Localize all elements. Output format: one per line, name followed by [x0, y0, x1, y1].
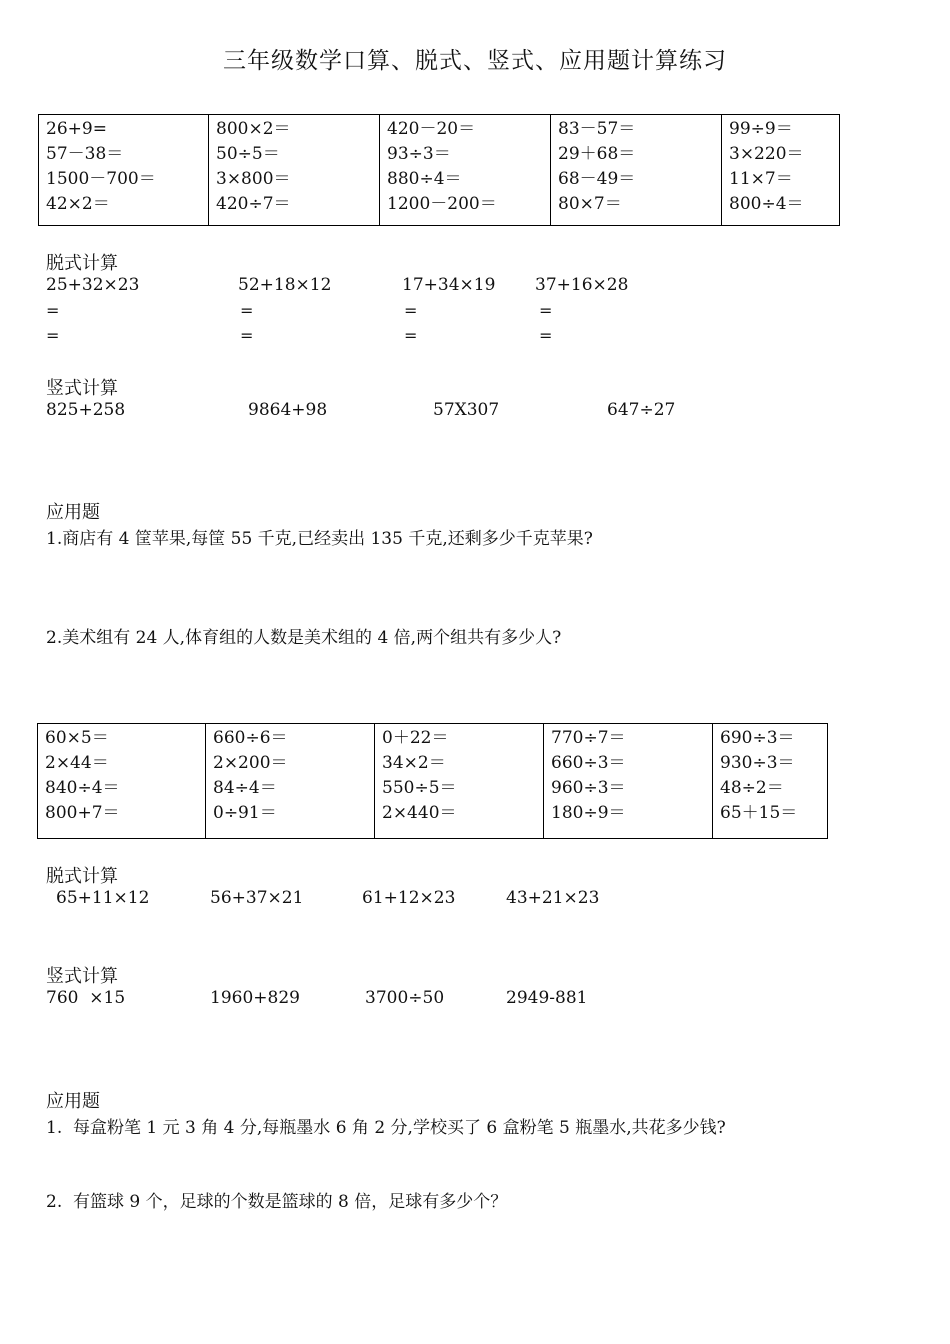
vertical-heading: 竖式计算: [46, 378, 118, 399]
grid-column: [544, 724, 713, 839]
problem: 420÷7＝: [216, 194, 291, 214]
problem: 48÷2＝: [720, 778, 784, 798]
problem: 800÷4＝: [729, 194, 804, 214]
problem: 3×800＝: [216, 169, 291, 189]
stepwise-heading: 脱式计算: [46, 253, 118, 274]
problem: 0÷91＝: [213, 803, 277, 823]
grid-column: [713, 724, 828, 839]
problem: 180÷9＝: [551, 803, 626, 823]
vertical-problem: 647÷27: [607, 400, 676, 420]
vertical-problem: 1960+829: [210, 988, 300, 1008]
stepwise-problem: 61+12×23: [362, 888, 456, 908]
equals-sign: =: [46, 326, 60, 345]
problem: 65＋15＝: [720, 803, 798, 823]
problem: 660÷6＝: [213, 728, 288, 748]
stepwise-problem: 17+34×19: [402, 275, 496, 295]
problem: 11×7＝: [729, 169, 793, 189]
problem: 1200－200＝: [387, 194, 497, 214]
problem: 2×44＝: [45, 753, 109, 773]
vertical-heading: 竖式计算: [46, 966, 118, 987]
problem: 84÷4＝: [213, 778, 277, 798]
problem: 930÷3＝: [720, 753, 795, 773]
problem: 770÷7＝: [551, 728, 626, 748]
word-problem: 2. 有篮球 9 个，足球的个数是篮球的 8 倍，足球有多少个？: [46, 1192, 508, 1212]
stepwise-problem: 52+18×12: [238, 275, 332, 295]
equals-sign: =: [240, 301, 254, 320]
grid-column: [375, 724, 544, 839]
word-problem: 1.商店有 4 筐苹果,每筐 55 千克,已经卖出 135 千克,还剩多少千克苹果?: [46, 529, 593, 549]
problem: 660÷3＝: [551, 753, 626, 773]
problem: 960÷3＝: [551, 778, 626, 798]
grid-column: [722, 115, 840, 226]
grid-column: [551, 115, 722, 226]
problem: 2×440＝: [382, 803, 457, 823]
problem: 800+7＝: [45, 803, 120, 823]
grid-column: [206, 724, 375, 839]
vertical-problem: 57X307: [433, 400, 500, 420]
problem: 800×2＝: [216, 119, 291, 139]
grid-column: [39, 115, 209, 226]
problem: 0＋22＝: [382, 728, 449, 748]
problem: 57－38＝: [46, 144, 124, 164]
stepwise-heading: 脱式计算: [46, 866, 118, 887]
grid-column: [38, 724, 206, 839]
problem: 26+9=: [46, 119, 107, 139]
stepwise-problem: 56+37×21: [210, 888, 304, 908]
word-problems-heading: 应用题: [46, 1091, 100, 1112]
problem: 880÷4＝: [387, 169, 462, 189]
vertical-problem: 760 ×15: [46, 988, 126, 1008]
problem: 550÷5＝: [382, 778, 457, 798]
problem: 93÷3＝: [387, 144, 451, 164]
vertical-problem: 825+258: [46, 400, 126, 420]
word-problem: 1. 每盒粉笔 1 元 3 角 4 分,每瓶墨水 6 角 2 分,学校买了 6 盒粉笔 5 瓶墨水,共花多少钱?: [46, 1118, 726, 1138]
stepwise-problem: 37+16×28: [535, 275, 629, 295]
vertical-problem: 2949-881: [506, 988, 588, 1008]
mental-arithmetic-grid-2: [37, 723, 828, 839]
stepwise-problem: 65+11×12: [56, 888, 150, 908]
grid-column: [380, 115, 551, 226]
word-problem: 2.美术组有 24 人,体育组的人数是美术组的 4 倍,两个组共有多少人?: [46, 628, 562, 648]
problem: 34×2＝: [382, 753, 446, 773]
equals-sign: =: [404, 326, 418, 345]
mental-arithmetic-grid-1: [38, 114, 840, 226]
problem: 2×200＝: [213, 753, 288, 773]
problem: 50÷5＝: [216, 144, 280, 164]
grid-column: [209, 115, 380, 226]
problem: 99÷9＝: [729, 119, 793, 139]
equals-sign: =: [46, 301, 60, 320]
problem: 42×2＝: [46, 194, 110, 214]
problem: 1500－700＝: [46, 169, 156, 189]
page-title: 三年级数学口算、脱式、竖式、应用题计算练习: [223, 48, 727, 74]
vertical-problem: 3700÷50: [365, 988, 445, 1008]
problem: 29＋68＝: [558, 144, 636, 164]
equals-sign: =: [240, 326, 254, 345]
word-problems-heading: 应用题: [46, 502, 100, 523]
problem: 3×220＝: [729, 144, 804, 164]
stepwise-problem: 25+32×23: [46, 275, 140, 295]
problem: 80×7＝: [558, 194, 622, 214]
equals-sign: =: [539, 301, 553, 320]
problem: 420－20＝: [387, 119, 476, 139]
problem: 83－57＝: [558, 119, 636, 139]
equals-sign: =: [539, 326, 553, 345]
problem: 68－49＝: [558, 169, 636, 189]
stepwise-problem: 43+21×23: [506, 888, 600, 908]
vertical-problem: 9864+98: [248, 400, 328, 420]
problem: 60×5＝: [45, 728, 109, 748]
problem: 690÷3＝: [720, 728, 795, 748]
equals-sign: =: [404, 301, 418, 320]
problem: 840÷4＝: [45, 778, 120, 798]
